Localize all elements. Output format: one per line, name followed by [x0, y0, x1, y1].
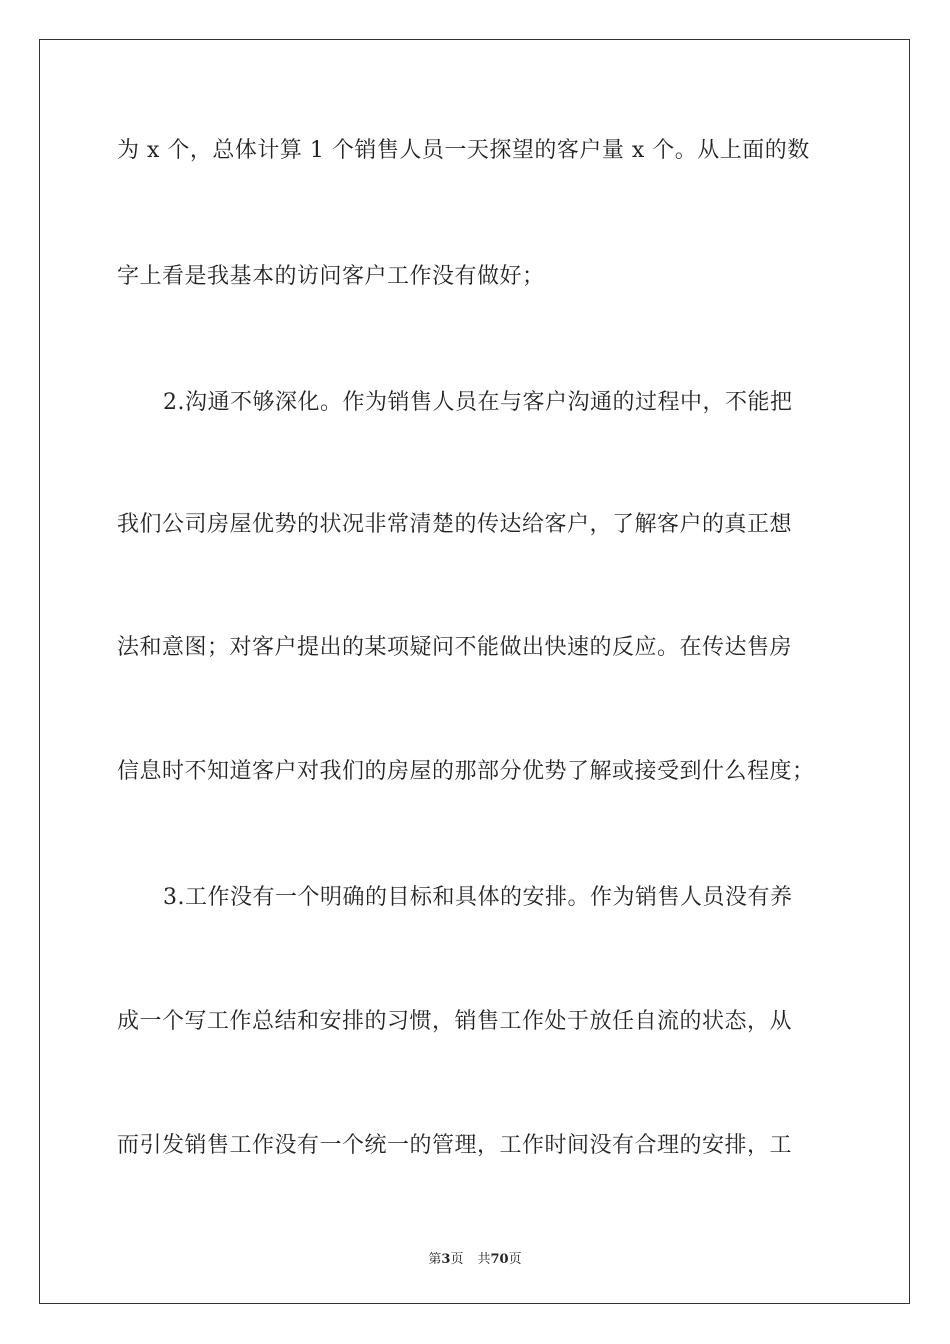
body-text-line-1: 为 x 个，总体计算 1 个销售人员一天探望的客户量 x 个。从上面的数	[117, 138, 810, 163]
body-text-line-3: 2.沟通不够深化。作为销售人员在与客户沟通的过程中，不能把	[163, 390, 793, 415]
body-text-line-6: 信息时不知道客户对我们的房屋的那部分优势了解或接受到什么程度；	[117, 759, 815, 784]
footer-page-prefix: 第	[428, 1252, 442, 1267]
footer-total-number: 70	[490, 1252, 509, 1267]
body-text-line-7: 3.工作没有一个明确的目标和具体的安排。作为销售人员没有养	[163, 885, 793, 910]
body-text-line-9: 而引发销售工作没有一个统一的管理，工作时间没有合理的安排，工	[117, 1133, 793, 1158]
body-text-line-4: 我们公司房屋优势的状况非常清楚的传达给客户，了解客户的真正想	[117, 512, 793, 537]
page-border	[39, 39, 910, 1304]
body-text-line-2: 字上看是我基本的访问客户工作没有做好；	[117, 264, 545, 289]
body-text-line-8: 成一个写工作总结和安排的习惯，销售工作处于放任自流的状态，从	[117, 1009, 793, 1034]
page-footer	[0, 1248, 950, 1267]
body-text-line-5: 法和意图；对客户提出的某项疑问不能做出快速的反应。在传达售房	[117, 635, 793, 660]
footer-page-number: 3	[441, 1252, 451, 1267]
footer-total-prefix: 共	[477, 1252, 491, 1267]
footer-page-suffix: 页	[450, 1252, 464, 1267]
footer-total-suffix: 页	[508, 1252, 522, 1267]
